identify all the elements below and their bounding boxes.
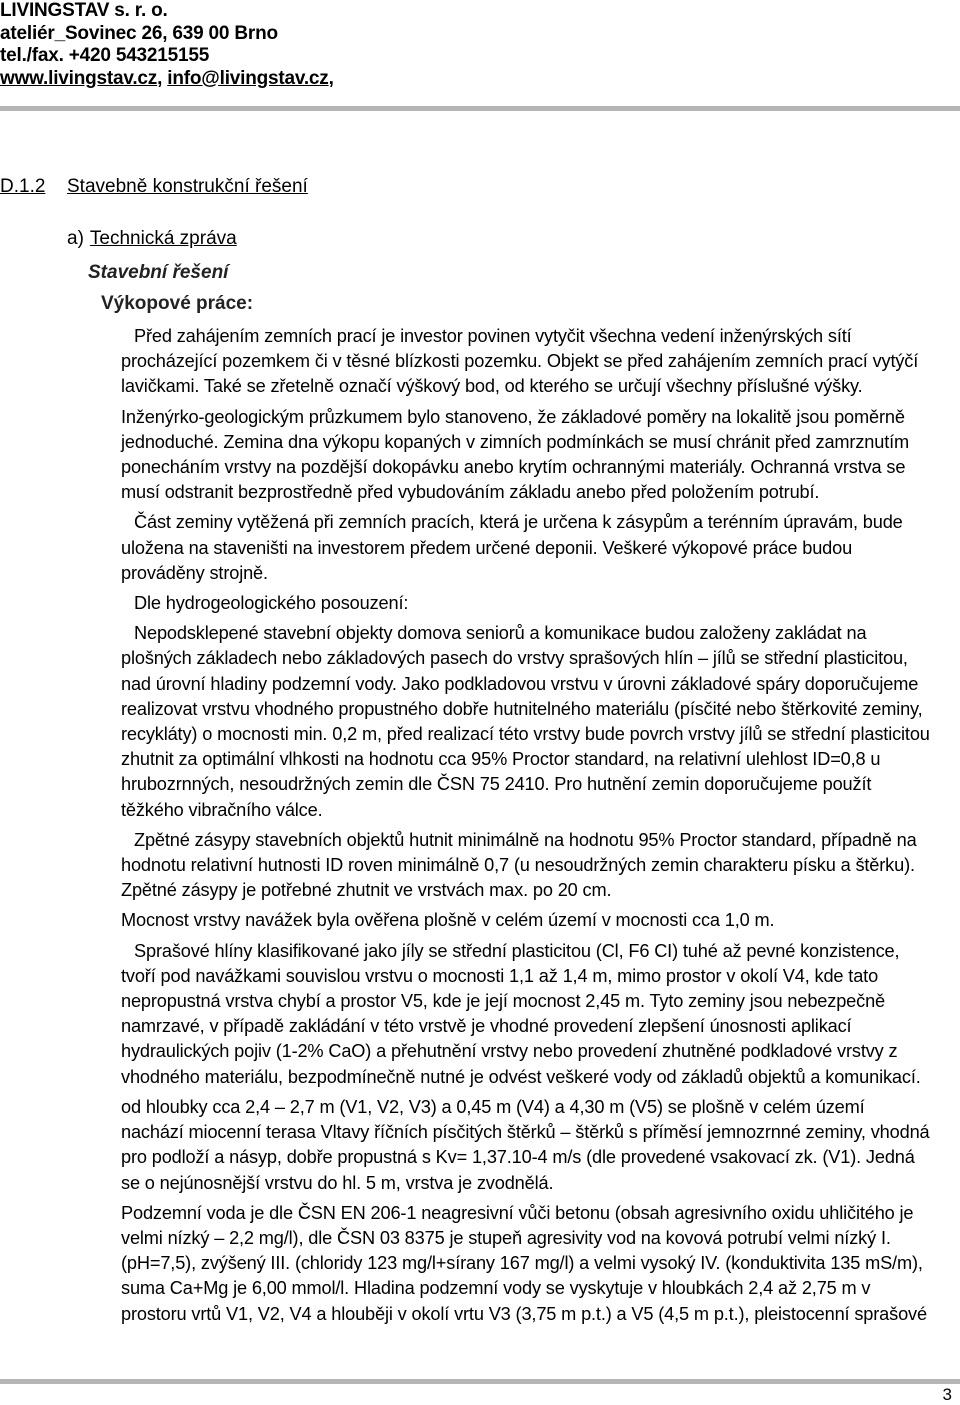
subsection-heading — [67, 228, 237, 250]
text-line: uložena na staveništi na investorem předem určené deponii. Veškeré výkopové práce budou — [121, 537, 853, 558]
subsection-letter: a) — [67, 228, 84, 249]
text-line: nachází miocenní terasa Vltavy říčních písčitých štěrků – štěrků s příměsí jemnozrnné zeminy, vhodná — [121, 1122, 930, 1143]
text-line: nad úrovní hladiny podzemní vody. Jako podkladovou vrstvu v úrovni základové spáry doporučujeme — [121, 673, 919, 694]
text-line: Dle hydrogeologického posouzení: — [134, 593, 409, 614]
text-line: Před zahájením zemních prací je investor povinen vytyčit všechna vedení inženýrských sítí — [134, 326, 852, 346]
text-line: Nepodsklepené stavební objekty domova seniorů a komunikace budou založeny zakládat na — [134, 623, 867, 644]
company-name: LIVINGSTAV s. r. o. — [0, 0, 168, 21]
heading-stavebni-reseni: Stavební řešení — [88, 262, 229, 283]
text-line: musí odstranit bezprostředně před vybudováním základu anebo před položením potrubí. — [121, 482, 820, 503]
company-header — [0, 0, 334, 90]
separator-end: , — [328, 67, 334, 89]
text-line: lavičkami. Také se zřetelně označí výškový bod, od kterého se určují všechny příslušné výšky. — [121, 376, 863, 397]
text-line: tvoří pod navážkami souvislou vrstvu o mocnosti 1,1 až 1,4 m, mimo prostor v okolí V4, kde tato — [121, 965, 879, 986]
text-line: Podzemní voda je dle ČSN EN 206-1 neagresivní vůči betonu (obsah agresivního oxidu uhličitého je — [121, 1202, 914, 1223]
company-address: ateliér_Sovinec 26, 639 00 Brno — [0, 22, 278, 44]
web-link[interactable]: www.livingstav.cz — [0, 67, 158, 89]
text-line: prostoru vrtů V1, V2, V4 a hlouběji v okolí vrtu V3 (3,75 m p.t.) a V5 (4,5 m p.t.), pleistocenní sprašové — [121, 1303, 927, 1324]
body-text — [121, 324, 956, 1327]
header-divider — [0, 106, 960, 111]
text-line: prováděny strojně. — [121, 562, 268, 583]
text-line: suma Ca+Mg je 6,00 mmol/l. Hladina podzemní vody se vyskytuje v hloubkách 2,4 až 2,75 m v — [121, 1278, 871, 1299]
separator: , — [157, 67, 168, 89]
text-line: hodnotu relativní hutnosti ID roven minimálně 0,7 (u nesoudržných zemin charakteru písku a štěrku). — [121, 855, 915, 876]
company-contacts — [0, 68, 334, 91]
text-line: namrzavé, v případě zakládání v této vrstvě je vhodné provedení zlepšení únosnosti aplikací — [121, 1016, 852, 1037]
subsection-title: Technická zpráva — [89, 228, 237, 249]
section-number: D.1.2 — [0, 176, 46, 197]
text-line: Inženýrko-geologickým průzkumem bylo stanoveno, že základové poměry na lokalitě jsou poměrně — [121, 406, 905, 427]
heading-vykopove-prace: Výkopové práce: — [101, 293, 254, 314]
text-line: těžkého vibračního válce. — [121, 799, 323, 820]
text-line: plošných základech nebo základových pasech do vrstvy sprašových hlín – jílů se střední plasticitou, — [121, 648, 908, 669]
text-line: nepropustná vrstva chybí a prostor V5, kde je její mocnost 2,45 m. Tyto zeminy jsou nebezpečně — [121, 991, 886, 1012]
text-line: velmi nízký – 2,2 mg/l), dle ČSN 03 8375 je stupeň agresivity vod na kovová potrubí velmi nízký I. — [121, 1227, 891, 1248]
text-line: pro podloží a násyp, dobře propustná s Kv= 1,37.10-4 m/s (dle provedené vsakovací zk. (V1). Jedná — [121, 1147, 915, 1168]
text-line: se o nejúnosnější vrstvu do hl. 5 m, vrstva je zvodnělá. — [121, 1172, 554, 1193]
email-link[interactable]: info@livingstav.cz — [167, 67, 329, 89]
text-line: jednoduché. Zemina dna výkopu kopaných v zimních podmínkách se musí chránit před zamrznutím — [121, 431, 910, 452]
text-line: hydraulických pojiv (1-2% CaO) a přehutnění vrstvy nebo provedení zhutněné podkladové vrstvy z — [121, 1041, 898, 1062]
text-line: Zpětné zásypy stavebních objektů hutnit minimálně na hodnotu 95% Proctor standard, případně na — [134, 829, 917, 850]
text-line: (pH=7,5), zvýšený III. (chloridy 123 mg/l+sírany 167 mg/l) a velmi vysoký IV. (konduktivita 135 mS/m), — [121, 1253, 923, 1274]
text-line: Část zeminy vytěžená při zemních pracích, která je určena k zásypům a terénním úpravám, bude — [134, 512, 903, 533]
text-line: Mocnost vrstvy navážek byla ověřena plošně v celém území v mocnosti cca 1,0 m. — [121, 910, 775, 931]
text-line: procházející pozemkem či v těsné blízkosti pozemku. Objekt se před zahájením zemních prací vytýčí — [121, 351, 919, 372]
section-title: Stavebně konstrukční řešení — [67, 176, 308, 197]
text-line: hrubozrnných, nesoudržných zemin dle ČSN 75 2410. Pro hutnění zemin doporučujeme použít — [121, 774, 872, 795]
footer-divider — [0, 1379, 960, 1384]
text-line: Sprašové hlíny klasifikované jako jíly se střední plasticitou (Cl, F6 CI) tuhé až pevné konzistence, — [134, 940, 900, 961]
text-line: od hloubky cca 2,4 – 2,7 m (V1, V2, V3) a 0,45 m (V4) a 4,30 m (V5) se plošně v celém území — [121, 1096, 865, 1117]
text-line: ponecháním vrstvy na pozdější dokopávku anebo krytím ochrannými materiály. Ochranná vrstva se — [121, 457, 906, 478]
page-number: 3 — [942, 1385, 952, 1404]
text-line: zhutnit za optimální vlhkosti na hodnotu cca 95% Proctor standard, na relativní ulehlost ID=0,8 u — [121, 749, 881, 770]
text-line: recykláty) o mocnosti min. 0,2 m, před realizací této vrstvy bude povrch vrstvy jílů se střední plasticitou — [121, 724, 930, 745]
text-line: realizovat vrstvu vhodného propustného dobře hutnitelného materiálu (písčité nebo štěrkovité zeminy, — [121, 698, 923, 719]
text-line: Zpětné zásypy je potřebné zhutnit ve vrstvách max. po 20 cm. — [121, 880, 612, 901]
company-phone: tel./fax. +420 543215155 — [0, 45, 210, 66]
text-line: vhodného materiálu, bezpodmínečně nutné je odvést veškeré vody od základů objektů a komunikací. — [121, 1066, 921, 1087]
